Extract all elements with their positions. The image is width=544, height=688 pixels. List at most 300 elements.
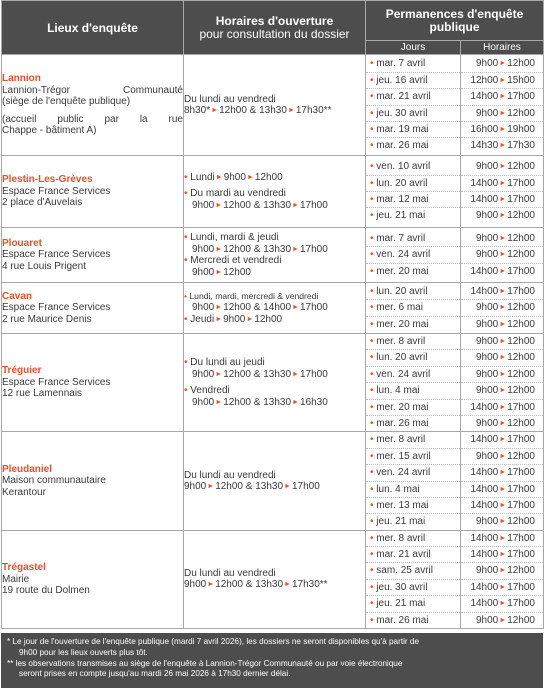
- time-slot: [461, 284, 543, 300]
- bullet-icon: •: [370, 352, 377, 364]
- text-value: 9h00: [476, 107, 499, 119]
- text-value: mer. 20 mai: [376, 401, 429, 413]
- text-value: Lundi, mardi, mercredi & vendredi: [189, 290, 319, 301]
- arrow-icon: ►: [207, 581, 215, 589]
- lieu-cell: [2, 156, 184, 228]
- date-slot: [366, 106, 460, 122]
- text-value: 17h00: [299, 302, 328, 314]
- time-slot: [461, 580, 543, 596]
- date-slot: [366, 547, 460, 563]
- text-value: mer. 20 mai: [376, 318, 429, 330]
- text-value: 14h00: [470, 194, 499, 205]
- text-value: 9h00: [476, 516, 499, 528]
- time-slot: [461, 498, 543, 514]
- ville-name: Pleudaniel: [2, 463, 53, 475]
- lieu-line: Espace France Services: [2, 249, 111, 261]
- time-slot: [461, 159, 543, 175]
- text-value: 12h00 &: [215, 481, 253, 493]
- bullet-icon: •: [370, 532, 377, 544]
- time-slot: [461, 350, 543, 366]
- text-value: 14h00: [470, 549, 499, 561]
- time-slot: [461, 264, 543, 279]
- dates-cell: [366, 530, 461, 628]
- date-slot: [366, 432, 460, 448]
- lieu-cell: [2, 530, 184, 628]
- text-value: 9h00: [476, 352, 499, 364]
- text-value: mar. 7 avril: [376, 58, 426, 70]
- text-value: ven. 24 avril: [376, 249, 431, 261]
- text-value: 17h00: [507, 285, 535, 297]
- table-row: [2, 228, 544, 283]
- text-value: Vendredi: [190, 385, 230, 397]
- arrow-icon: ►: [499, 583, 507, 591]
- text-value: 12h00: [507, 302, 535, 314]
- arrow-icon: ►: [215, 315, 223, 323]
- text-value: **: [7, 658, 14, 668]
- lieu-line: 19 route du Dolmen: [2, 585, 90, 597]
- arrow-icon: ►: [499, 76, 507, 84]
- time-slot: [461, 247, 543, 263]
- bullet-icon: •: [184, 357, 191, 369]
- ville-name: Lannion: [2, 73, 41, 85]
- horaires-cell: [184, 530, 366, 628]
- arrow-icon: ►: [499, 354, 507, 362]
- date-slot: [366, 514, 460, 529]
- bullet-icon: •: [370, 368, 377, 380]
- date-slot: [366, 580, 460, 596]
- date-slot: [366, 73, 460, 89]
- time-slot: [461, 73, 543, 89]
- text-value: seront prises en compte jusqu'au mardi 26 mai 2026 à 17h30 dernier délai.: [19, 669, 291, 679]
- footnote-1: [7, 637, 537, 659]
- text-value: 13h30: [263, 199, 292, 211]
- text-value: 13h30: [255, 481, 284, 493]
- ville-name: Tréguier: [2, 365, 42, 377]
- time-slot: [461, 383, 543, 399]
- bullet-icon: •: [370, 598, 377, 610]
- text-value: 9h00: [476, 58, 499, 70]
- time-slot: [461, 596, 543, 612]
- header-horaires: [184, 1, 366, 55]
- time-slot: [461, 367, 543, 383]
- lieu-line: 4 rue Louis Prigent: [2, 260, 86, 272]
- bullet-icon: •: [184, 171, 191, 183]
- time-slot: [461, 89, 543, 105]
- date-slot: [366, 56, 460, 72]
- date-slot: [366, 563, 460, 579]
- date-slot: [366, 449, 460, 465]
- text-value: 12h00: [507, 565, 535, 577]
- date-slot: [366, 613, 460, 628]
- bullet-icon: •: [370, 516, 377, 528]
- bullet-icon: •: [370, 302, 377, 314]
- text-value: 14h00: [470, 467, 499, 479]
- ville-name: Plouaret: [2, 237, 43, 249]
- text-value: 17h00: [507, 91, 535, 103]
- time-slot: [461, 192, 543, 208]
- bullet-icon: •: [370, 58, 377, 70]
- lieu-line: Espace France Services: [2, 376, 111, 388]
- arrow-icon: ►: [246, 173, 254, 181]
- text-value: 14h00: [470, 434, 499, 446]
- text-value: 9h00: [192, 302, 215, 314]
- lieu-line: Espace France Services: [2, 302, 111, 314]
- bullet-icon: •: [370, 417, 377, 429]
- bullet-icon: •: [370, 232, 377, 244]
- text-value: 17h00: [507, 177, 535, 189]
- text-value: 17h00: [507, 194, 535, 205]
- text-value: 9h00: [476, 161, 499, 173]
- text-value: 17h30: [507, 140, 535, 152]
- text-value: 9h00: [476, 210, 499, 222]
- text-value: 12h00 &: [223, 396, 261, 408]
- bullet-icon: •: [370, 177, 377, 189]
- text-value: mar. 19 mai: [376, 123, 429, 135]
- arrow-icon: ►: [499, 142, 507, 150]
- time-slot: [461, 56, 543, 72]
- horaire-text: Du lundi au vendredi: [184, 469, 276, 481]
- dates-cell: [366, 55, 461, 156]
- text-value: 12h00 &: [223, 368, 261, 380]
- date-slot: [366, 498, 460, 514]
- arrow-icon: ►: [499, 304, 507, 312]
- text-value: Du lundi au jeudi: [190, 357, 265, 369]
- text-value: jeu. 21 mai: [376, 598, 426, 610]
- arrow-icon: ►: [499, 518, 507, 526]
- ville-name: Cavan: [2, 290, 33, 302]
- dates-cell: [366, 283, 461, 334]
- text-value: jeu. 16 avril: [376, 74, 428, 86]
- text-value: 12h00: [507, 161, 535, 173]
- lieu-line: Kerantour: [2, 486, 46, 498]
- text-value: 14h00: [470, 285, 499, 297]
- bullet-icon: •: [370, 123, 377, 135]
- bullet-icon: •: [184, 188, 191, 200]
- bullet-icon: •: [370, 614, 377, 626]
- time-slot: [461, 231, 543, 247]
- date-slot: [366, 482, 460, 498]
- text-value: 9h00: [476, 385, 499, 397]
- bullet-icon: •: [370, 265, 377, 277]
- bullet-icon: •: [370, 401, 377, 413]
- arrow-icon: ►: [292, 304, 299, 312]
- date-slot: [366, 89, 460, 105]
- bullet-icon: •: [370, 161, 377, 173]
- text-value: 9h00: [476, 565, 499, 577]
- footnote-2: [7, 659, 537, 681]
- bullet-icon: •: [370, 450, 377, 462]
- bullet-icon: •: [370, 336, 377, 347]
- text-value: mer. 13 mai: [376, 499, 429, 511]
- horaires-cell: [184, 432, 366, 530]
- table-row: [2, 55, 544, 156]
- arrow-icon: ►: [215, 268, 223, 276]
- text-value: Jeudi: [190, 313, 215, 325]
- text-value: 9h00: [476, 249, 499, 261]
- text-value: 9h00: [184, 481, 207, 493]
- lieu-line: Espace France Services: [2, 185, 111, 197]
- text-value: 12h00: [507, 450, 535, 462]
- text-value: 17h00: [507, 265, 535, 277]
- header-horaires-title: Horaires d'ouverture: [215, 13, 334, 28]
- text-value: ven. 24 avril: [376, 467, 431, 479]
- arrow-icon: ►: [499, 251, 507, 259]
- horaire-text: 12h00 &: [219, 105, 257, 116]
- date-slot: [366, 350, 460, 366]
- text-value: 9h00: [476, 614, 499, 626]
- date-slot: [366, 416, 460, 431]
- time-slot: [461, 300, 543, 316]
- text-value: mer. 15 avril: [376, 450, 431, 462]
- horaire-text: 13h30: [259, 105, 287, 116]
- dates-cell: [366, 228, 461, 283]
- text-value: 17h00: [507, 549, 535, 561]
- bullet-icon: •: [370, 249, 377, 261]
- lieu-line: Mairie: [2, 573, 30, 585]
- text-value: 9h00: [476, 302, 499, 314]
- arrow-icon: ►: [499, 163, 507, 171]
- header-heures: Horaires: [461, 41, 544, 55]
- text-value: mar. 21 avril: [376, 549, 431, 561]
- horaires-cell: [184, 228, 366, 283]
- text-value: 12h00: [507, 318, 535, 330]
- lieu-line: 12 rue Lamennais: [2, 388, 83, 400]
- arrow-icon: ►: [499, 234, 507, 242]
- lieu-cell: [2, 228, 184, 283]
- lieu-line: (siège de l'enquête publique): [2, 96, 131, 108]
- time-slot: [461, 106, 543, 122]
- text-value: Lundi: [190, 171, 215, 183]
- bullet-icon: •: [370, 434, 377, 446]
- dates-cell: [366, 432, 461, 530]
- text-value: lun. 4 mai: [376, 483, 420, 495]
- arrow-icon: ►: [499, 179, 507, 187]
- arrow-icon: ►: [499, 501, 507, 509]
- arrow-icon: ►: [292, 370, 299, 378]
- arrow-icon: ►: [284, 581, 291, 589]
- bullet-icon: •: [370, 483, 377, 495]
- lieu-line: (accueil public par la rue: [2, 113, 183, 125]
- bullet-icon: •: [184, 255, 191, 266]
- bullet-icon: •: [370, 467, 377, 479]
- text-value: 12h00: [507, 417, 535, 429]
- text-value: 9h00: [476, 368, 499, 380]
- text-value: mar. 26 mai: [376, 140, 429, 152]
- time-slot: [461, 449, 543, 465]
- text-value: 9h00: [192, 396, 215, 408]
- date-slot: [366, 231, 460, 247]
- bullet-icon: •: [184, 290, 190, 301]
- arrow-icon: ►: [215, 398, 223, 406]
- bullet-icon: •: [370, 140, 377, 152]
- heures-cell: [461, 432, 544, 530]
- text-value: 13h30: [263, 396, 292, 408]
- arrow-icon: ►: [499, 403, 507, 411]
- text-value: 14h00: [263, 302, 292, 314]
- text-value: 12h00: [254, 313, 283, 325]
- table-row: [2, 334, 544, 432]
- text-value: sam. 25 avril: [376, 565, 433, 577]
- time-slot: [461, 432, 543, 448]
- time-slot: [461, 514, 543, 529]
- text-value: 12h00: [470, 74, 499, 86]
- horaire-text: 8h30*: [184, 105, 211, 116]
- text-value: 17h00: [507, 532, 535, 544]
- horaires-cell: [184, 334, 366, 432]
- horaires-cell: [184, 283, 366, 334]
- lieu-line: Maison communautaire: [2, 475, 106, 487]
- date-slot: [366, 122, 460, 138]
- time-slot: [461, 482, 543, 498]
- arrow-icon: ►: [215, 201, 223, 209]
- text-value: 17h00: [507, 581, 535, 593]
- text-value: 9h00: [192, 266, 215, 278]
- bullet-icon: •: [370, 210, 377, 222]
- text-value: 9h00: [192, 199, 215, 211]
- horaire-text: Du lundi au vendredi: [184, 93, 276, 105]
- text-value: mar. 26 mai: [376, 614, 429, 626]
- horaires-cell: [184, 156, 366, 228]
- arrow-icon: ►: [499, 267, 507, 275]
- text-value: 12h00 &: [223, 302, 261, 314]
- arrow-icon: ►: [287, 107, 295, 114]
- text-value: 12h00 &: [215, 579, 253, 591]
- text-value: 14h00: [470, 532, 499, 544]
- text-value: 9h00: [192, 368, 215, 380]
- text-value: 12h00: [507, 336, 535, 347]
- text-value: 14h00: [470, 265, 499, 277]
- header-horaires-sub: pour consultation du dossier: [199, 26, 350, 41]
- arrow-icon: ►: [499, 469, 507, 477]
- bullet-icon: •: [370, 565, 377, 577]
- bullet-icon: •: [370, 318, 377, 330]
- table-row: [2, 432, 544, 530]
- table-row: [2, 283, 544, 334]
- text-value: 9h00: [476, 232, 499, 244]
- text-value: 17h00: [507, 434, 535, 446]
- arrow-icon: ►: [292, 245, 299, 253]
- text-value: *: [7, 637, 11, 646]
- text-value: mer. 8 avril: [376, 434, 426, 446]
- text-value: 17h00: [299, 368, 328, 380]
- text-value: 19h00: [507, 123, 535, 135]
- text-value: 14h00: [470, 91, 499, 103]
- bullet-icon: •: [370, 74, 377, 86]
- bullet-icon: •: [370, 285, 377, 297]
- text-value: 12h00: [507, 368, 535, 380]
- text-value: mer. 8 avril: [376, 336, 426, 347]
- text-value: 14h00: [470, 401, 499, 413]
- arrow-icon: ►: [499, 370, 507, 378]
- arrow-icon: ►: [215, 304, 223, 312]
- heures-cell: [461, 530, 544, 628]
- text-value: 9h00: [476, 336, 499, 347]
- dates-cell: [366, 334, 461, 432]
- arrow-icon: ►: [499, 125, 507, 133]
- arrow-icon: ►: [215, 245, 223, 253]
- lieu-cell: [2, 334, 184, 432]
- text-value: 14h00: [470, 483, 499, 495]
- bullet-icon: •: [370, 194, 377, 205]
- text-value: 12h00: [507, 232, 535, 244]
- time-slot: [461, 334, 543, 350]
- time-slot: [461, 138, 543, 153]
- arrow-icon: ►: [499, 419, 507, 427]
- heures-cell: [461, 283, 544, 334]
- arrow-icon: ►: [499, 436, 507, 444]
- arrow-icon: ►: [211, 107, 219, 114]
- lieu-cell: [2, 432, 184, 530]
- lieu-line: 2 rue Maurice Denis: [2, 313, 92, 325]
- arrow-icon: ►: [499, 212, 507, 220]
- date-slot: [366, 465, 460, 481]
- time-slot: [461, 465, 543, 481]
- date-slot: [366, 247, 460, 263]
- text-value: 12h00: [507, 614, 535, 626]
- date-slot: [366, 159, 460, 175]
- bullet-icon: •: [184, 313, 191, 325]
- time-slot: [461, 208, 543, 223]
- date-slot: [366, 300, 460, 316]
- text-value: 16h30: [299, 396, 328, 408]
- text-value: lun. 4 mai: [376, 385, 420, 397]
- arrow-icon: ►: [215, 370, 223, 378]
- text-value: lun. 20 avril: [376, 177, 428, 189]
- text-value: 17h00: [507, 467, 535, 479]
- arrow-icon: ►: [499, 196, 507, 203]
- arrow-icon: ►: [499, 60, 507, 68]
- arrow-icon: ►: [499, 93, 507, 101]
- permanences-table: [1, 0, 544, 629]
- footnotes: [1, 633, 543, 688]
- text-value: mer. 6 mai: [376, 302, 423, 314]
- text-value: 12h00: [507, 210, 535, 222]
- text-value: jeu. 21 mai: [376, 516, 426, 528]
- text-value: 12h00: [507, 385, 535, 397]
- time-slot: [461, 531, 543, 547]
- arrow-icon: ►: [499, 534, 507, 542]
- text-value: jeu. 30 avril: [376, 581, 428, 593]
- header-permanences: Permanences d'enquête publique: [366, 1, 544, 41]
- dates-cell: [366, 156, 461, 228]
- time-slot: [461, 563, 543, 579]
- text-value: 12h00: [507, 107, 535, 119]
- lieu-cell: [2, 283, 184, 334]
- date-slot: [366, 400, 460, 416]
- arrow-icon: ►: [499, 287, 507, 295]
- arrow-icon: ►: [499, 616, 507, 624]
- arrow-icon: ►: [499, 551, 507, 559]
- header-jours: Jours: [366, 41, 461, 55]
- text-value: mar. 12 mai: [376, 194, 429, 205]
- text-value: 13h30: [263, 368, 292, 380]
- text-value: mar. 21 avril: [376, 91, 431, 103]
- text-value: 12h00: [507, 352, 535, 364]
- arrow-icon: ►: [499, 387, 507, 395]
- text-value: 17h00: [299, 243, 328, 255]
- text-value: les observations transmises au siège de l'enquête à Lannion-Trégor Communauté ou par voie électronique: [15, 658, 403, 668]
- bullet-icon: •: [184, 385, 191, 397]
- text-value: 14h00: [470, 499, 499, 511]
- lieu-cell: [2, 55, 184, 156]
- text-value: 13h30: [263, 243, 292, 255]
- text-value: 9h00: [223, 313, 246, 325]
- table-row: [2, 156, 544, 228]
- horaire-text: Du lundi au vendredi: [184, 567, 276, 579]
- text-value: 12h00 &: [223, 243, 261, 255]
- arrow-icon: ►: [499, 338, 507, 345]
- arrow-icon: ►: [292, 398, 299, 406]
